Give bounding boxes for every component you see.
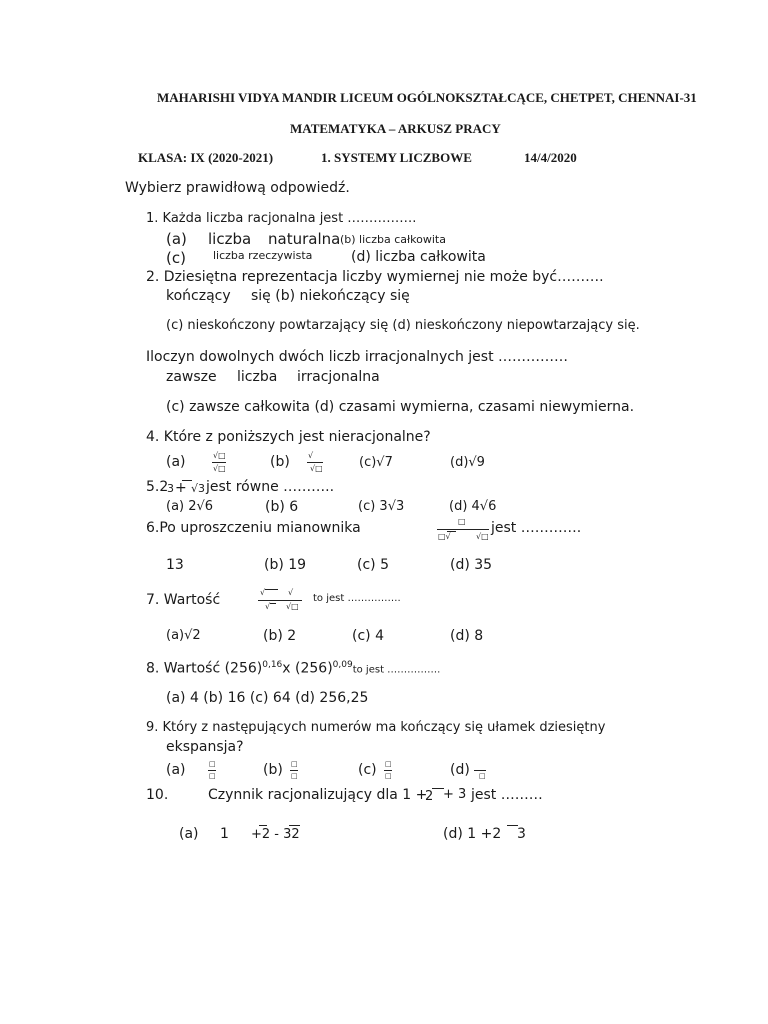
q7-radical-bar-1: [265, 589, 278, 590]
q8-exponent-1: 0,16: [262, 660, 283, 670]
q9-c-numerator: □: [385, 760, 392, 768]
q5-option-d: (d) 4√6: [449, 499, 497, 514]
q2-options-cd: (c) nieskończony powtarzający się (d) nieskończony niepowtarzający się.: [166, 318, 640, 333]
q6-radical-bar: [447, 531, 456, 532]
q3-text: Iloczyn dowolnych dwóch liczb irracjonalnych jest ……………: [146, 349, 569, 365]
q10-text: Czynnik racjonalizujący dla 1 +: [208, 787, 428, 803]
q10-fragment-2: + 3: [443, 787, 467, 802]
q8-text-2: x (256): [282, 660, 333, 677]
q9-d-fraction-bar: [474, 770, 486, 771]
q9-option-b: (b): [263, 762, 283, 778]
q8-text-3: to jest …………….: [352, 664, 441, 676]
q5-plus: +: [175, 480, 187, 496]
q7-numerator-2: √: [288, 588, 294, 597]
q9-b-numerator: □: [291, 760, 298, 768]
q6-option-d: (d) 35: [450, 557, 493, 573]
q1-option-d: (d) liczba całkowita: [351, 249, 486, 265]
q10-option-d: (d) 1 +2: [443, 826, 502, 842]
q9-option-a: (a): [166, 762, 186, 778]
q1-option-b: (b) liczba całkowita: [340, 233, 446, 246]
q9-option-d: (d): [450, 762, 470, 778]
q8-options: (a) 4 (b) 16 (c) 64 (d) 256,25: [166, 690, 369, 706]
q10-a-radical-bar-2: [289, 825, 300, 826]
date-label: 14/4/2020: [524, 150, 577, 165]
q7-denominator-2: √□: [286, 602, 299, 611]
q7-text: 7. Wartość: [146, 592, 221, 608]
q7-option-a: (a)√2: [166, 628, 201, 643]
class-label: KLASA: IX (2020-2021): [138, 150, 274, 165]
q2-option-a1: kończący: [166, 288, 231, 304]
q2-option-a2: się (b) niekończący się: [251, 288, 410, 304]
q6-text: 6.Po uproszczeniu mianownika: [146, 520, 361, 536]
q6-fraction-bar: [437, 529, 489, 530]
q4-b-fraction-bar: [307, 462, 323, 463]
q6-denominator-2: √□: [476, 532, 489, 541]
q10-option-a-expr: +2 - 32: [251, 827, 300, 842]
q9-text-1: 9. Który z następujących numerów ma kończący się ułamek dziesiętny: [146, 720, 606, 735]
q9-text-2: ekspansja?: [166, 739, 244, 755]
q7-text-end: to jest …………….: [313, 593, 401, 604]
q7-option-b: (b) 2: [263, 628, 297, 644]
q10-option-d-end: 3: [517, 826, 526, 842]
q3-word-2: liczba: [237, 369, 278, 385]
q9-a-denominator: □: [209, 772, 216, 780]
q4-option-b: (b): [270, 454, 290, 470]
q9-a-fraction-bar: [208, 770, 216, 771]
q4-a-fraction-bar: [212, 462, 226, 463]
q8-exponent-2: 0,09: [332, 660, 353, 670]
q7-fraction-bar: [258, 600, 302, 601]
q7-numerator-1: √: [260, 588, 266, 597]
q5-option-c: (c) 3√3: [358, 499, 405, 514]
q1-option-a-text2: naturalna: [268, 230, 341, 248]
q9-c-fraction-bar: [384, 770, 392, 771]
q5-text-4: √3: [191, 482, 206, 495]
q6-numerator: □: [458, 517, 466, 526]
instruction: Wybierz prawidłową odpowiedź.: [125, 180, 350, 196]
q5-text-2: 3: [167, 482, 174, 495]
q6-option-a: 13: [166, 557, 184, 573]
q9-d-denominator: □: [479, 772, 486, 780]
q7-radical-bar-2: [270, 603, 276, 604]
q9-a-numerator: □: [209, 760, 216, 768]
q1-option-a-text: liczba: [208, 230, 252, 248]
q5-text-1: 5.2: [146, 479, 169, 495]
q4-option-a: (a): [166, 454, 186, 470]
q7-denominator-1: √: [265, 602, 271, 611]
q4-b-denominator: √□: [310, 464, 323, 473]
q5-option-a: (a) 2√6: [166, 499, 214, 514]
q6-denominator-1: □√: [438, 532, 451, 541]
q9-b-fraction-bar: [290, 770, 298, 771]
q4-a-denominator: √□: [213, 464, 226, 473]
q8-text-1: 8. Wartość (256): [146, 660, 263, 677]
q5-text-5: jest równe ………..: [206, 479, 335, 495]
q9-b-denominator: □: [291, 772, 298, 780]
q10-fragment-1: 2: [425, 789, 434, 804]
q1-option-a: (a): [166, 230, 187, 248]
school-name: MAHARISHI VIDYA MANDIR LICEUM OGÓLNOKSZTAŁCĄCE, CHETPET, CHENNAI-31: [157, 90, 697, 105]
q4-option-c: (c)√7: [359, 455, 393, 470]
q6-option-b: (b) 19: [264, 557, 307, 573]
q7-option-d: (d) 8: [450, 628, 484, 644]
q2-text: 2. Dziesiętna reprezentacja liczby wymiernej nie może być……….: [146, 269, 604, 285]
q1-option-c: (c): [166, 249, 186, 267]
q10-text-end: jest ………: [471, 787, 543, 803]
q4-option-d: (d)√9: [450, 455, 485, 470]
worksheet-title: MATEMATYKA – ARKUSZ PRACY: [290, 121, 501, 136]
q8-text: [146, 660, 440, 677]
q1-text: 1. Każda liczba racjonalna jest …………….: [146, 211, 417, 226]
q9-option-c: (c): [358, 762, 377, 778]
q3-options-cd: (c) zawsze całkowita (d) czasami wymierna, czasami niewymierna.: [166, 399, 635, 415]
q6-text-end: jest ………….: [491, 520, 582, 536]
q3-word-3: irracjonalna: [297, 369, 380, 385]
chapter-label: 1. SYSTEMY LICZBOWE: [321, 150, 472, 165]
q4-a-numerator: √□: [213, 451, 226, 460]
q5-option-b: (b) 6: [265, 499, 299, 515]
q10-number: 10.: [146, 787, 169, 803]
q10-option-a: (a): [179, 826, 199, 842]
q10-a-radical-bar-1: [259, 825, 267, 826]
q10-option-a-value: 1: [220, 826, 229, 842]
q1-option-c-text: liczba rzeczywista: [213, 249, 313, 262]
q4-text: 4. Które z poniższych jest nieracjonalne?: [146, 429, 431, 445]
q4-b-numerator: √: [308, 451, 314, 460]
q3-word-1: zawsze: [166, 369, 217, 385]
q9-c-denominator: □: [385, 772, 392, 780]
q7-option-c: (c) 4: [352, 628, 384, 644]
q6-option-c: (c) 5: [357, 557, 389, 573]
